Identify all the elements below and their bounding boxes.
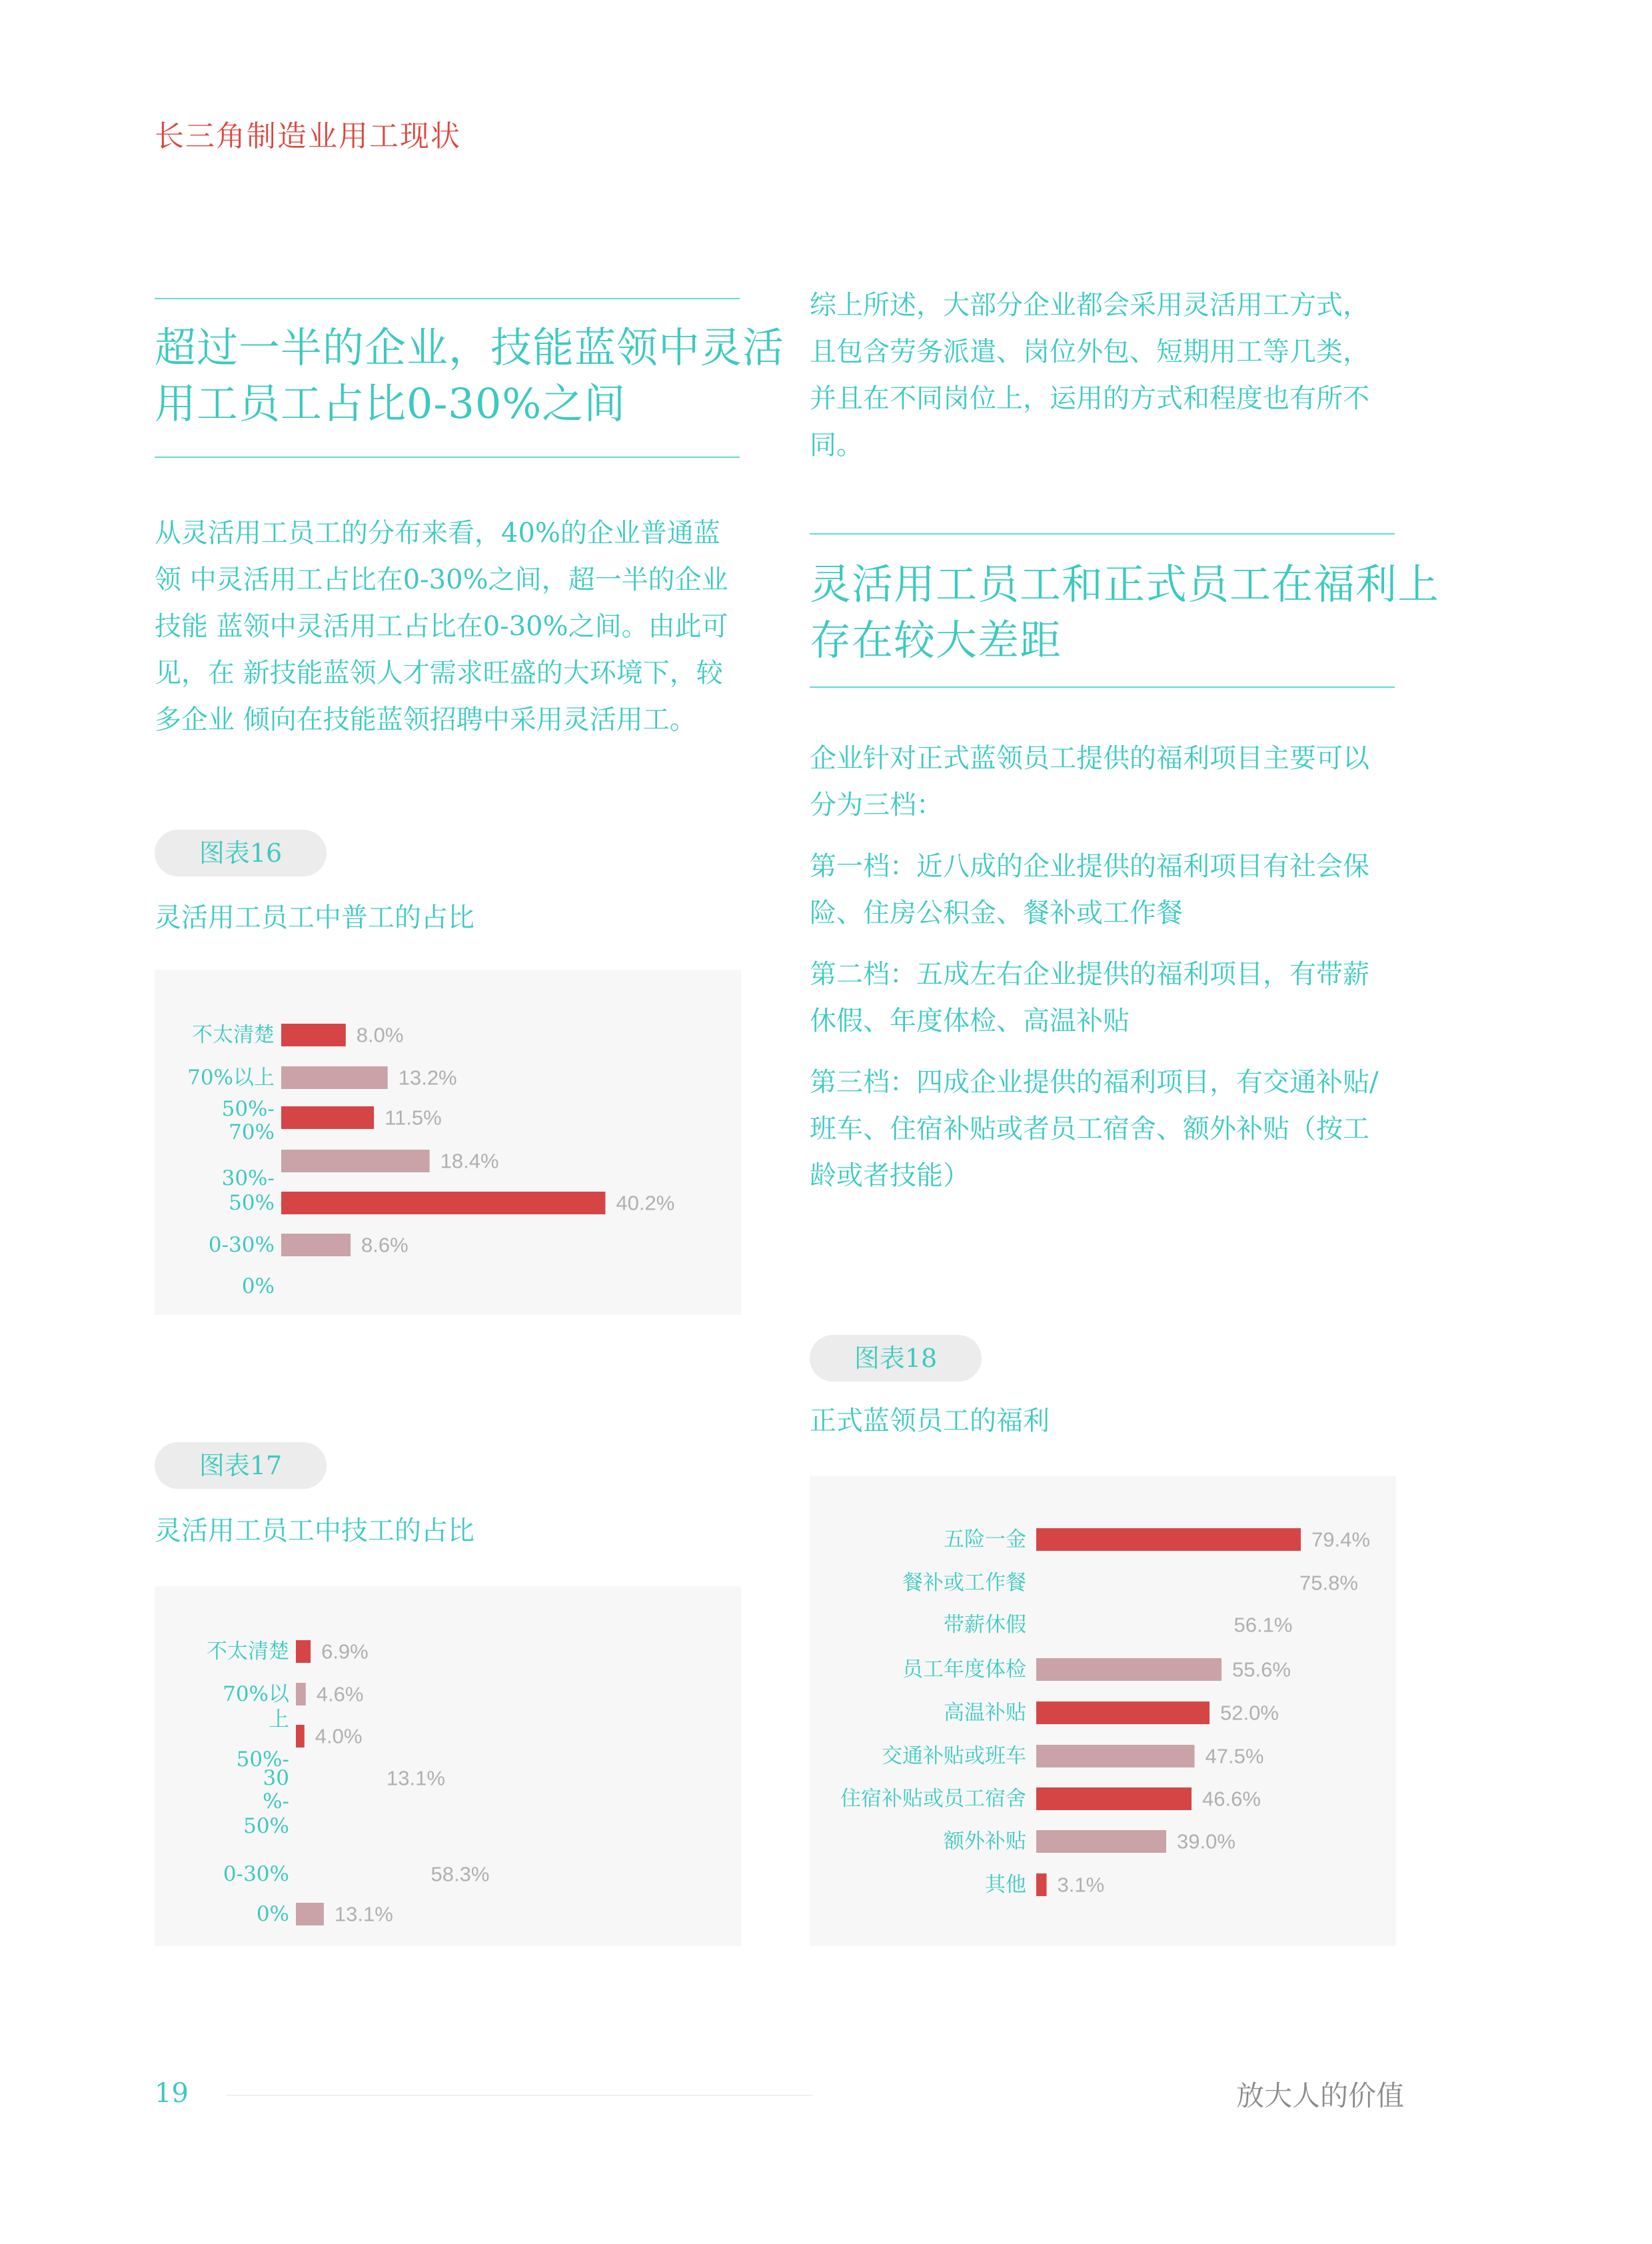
- paragraph-line: 休假、年度体检、高温补贴: [810, 1006, 1130, 1036]
- paragraph-line: 见，在 新技能蓝领人才需求旺盛的大环境下，较: [155, 658, 723, 688]
- value-label: 18.4%: [440, 1149, 499, 1173]
- paragraph-line: 同。: [810, 430, 863, 461]
- category-label: 50%-: [236, 1747, 289, 1771]
- bar-chart-fig18: [810, 1476, 1396, 1946]
- category-label: 交通补贴或班车: [882, 1744, 1026, 1768]
- paragraph-line: 第二档：五成左右企业提供的福利项目，有带薪: [810, 959, 1369, 990]
- bar: [1036, 1701, 1210, 1724]
- category-label: 50%: [243, 1814, 289, 1838]
- category-label: 50%: [229, 1191, 275, 1215]
- bar: [1036, 1873, 1047, 1896]
- category-label: 上: [269, 1707, 289, 1731]
- paragraph-line: 并且在不同岗位上，运用的方式和程度也有所不: [810, 383, 1369, 414]
- bar: [1036, 1528, 1301, 1551]
- value-label: 46.6%: [1202, 1787, 1261, 1811]
- category-label: 餐补或工作餐: [902, 1571, 1026, 1595]
- category-label: 0-30%: [208, 1233, 275, 1257]
- value-label: 8.6%: [361, 1233, 409, 1257]
- summary-paragraph: [810, 282, 1423, 469]
- paragraph: [810, 951, 1423, 1044]
- chart-svg: [155, 970, 741, 1315]
- paragraph-line: 险、住房公积金、餐补或工作餐: [810, 898, 1183, 928]
- benefits-text: [810, 735, 1423, 1214]
- bar: [281, 1192, 605, 1214]
- value-label: 58.3%: [430, 1862, 490, 1886]
- category-label: 70%以上: [187, 1066, 275, 1090]
- heading-line: 用工员工占比0-30%之间: [155, 379, 626, 428]
- category-label: 70%以: [223, 1682, 289, 1706]
- paragraph: [810, 1059, 1423, 1199]
- bar: [296, 1683, 306, 1705]
- category-label: 住宿补贴或员工宿舍: [840, 1787, 1026, 1811]
- chart-svg: [810, 1476, 1396, 1946]
- section-divider-bottom: [155, 457, 740, 458]
- paragraph: [810, 843, 1423, 936]
- paragraph-line: 领 中灵活用工占比在0-30%之间，超一半的企业: [155, 564, 728, 595]
- paragraph-line: 多企业 倾向在技能蓝领招聘中采用灵活用工。: [155, 704, 696, 735]
- value-label: 79.4%: [1311, 1528, 1370, 1552]
- value-label: 11.5%: [385, 1106, 442, 1130]
- heading-line: 灵活用工员工和正式员工在福利上: [810, 560, 1440, 608]
- bar: [296, 1725, 305, 1747]
- heading-line: 超过一半的企业，技能蓝领中灵活: [155, 323, 785, 372]
- paragraph-line: 分为三档：: [810, 790, 943, 820]
- paragraph-line: 企业针对正式蓝领员工提供的福利项目主要可以: [810, 743, 1369, 774]
- paragraph-line: 班车、住宿补贴或者员工宿舍、额外补贴（按工: [810, 1114, 1369, 1144]
- figure-label-badge: 图表18: [810, 1335, 982, 1382]
- value-label: 8.0%: [356, 1023, 404, 1047]
- category-label: 五险一金: [944, 1528, 1026, 1552]
- category-label: 员工年度体检: [902, 1658, 1026, 1682]
- value-label: 40.2%: [616, 1191, 675, 1215]
- category-label: 不太清楚: [192, 1023, 275, 1047]
- category-label: %-: [263, 1789, 289, 1813]
- heading-line: 存在较大差距: [810, 616, 1062, 664]
- bar: [281, 1150, 430, 1172]
- footer-slogan: 放大人的价值: [1236, 2079, 1405, 2112]
- paragraph-line: 技能 蓝领中灵活用工占比在0-30%之间。由此可: [155, 611, 728, 642]
- category-label: 0-30%: [223, 1862, 289, 1886]
- section-divider-top: [155, 298, 740, 299]
- paragraph-line: 第三档：四成企业提供的福利项目，有交通补贴/: [810, 1067, 1379, 1098]
- footer-divider: [227, 2095, 813, 2096]
- category-label: 70%: [229, 1120, 275, 1144]
- category-label: 30: [263, 1766, 289, 1790]
- bar-chart-fig17: [155, 1586, 741, 1946]
- paragraph-line: 龄或者技能）: [810, 1160, 970, 1191]
- value-label: 13.1%: [387, 1766, 445, 1790]
- bar: [281, 1106, 374, 1129]
- bar-chart-fig16: [155, 970, 741, 1315]
- figure-caption: 灵活用工员工中普工的占比: [155, 902, 474, 933]
- running-header-title: 长三角制造业用工现状: [155, 119, 461, 153]
- bar: [1036, 1787, 1192, 1810]
- bar: [1036, 1830, 1166, 1853]
- category-label: 不太清楚: [207, 1640, 289, 1664]
- paragraph-line: 且包含劳务派遣、岗位外包、短期用工等几类，: [810, 337, 1369, 367]
- paragraph-line: 第一档：近八成的企业提供的福利项目有社会保: [810, 851, 1369, 882]
- page-number: 19: [155, 2078, 189, 2109]
- category-label: 带薪休假: [944, 1613, 1026, 1637]
- figure-label-badge: 图表17: [155, 1442, 327, 1489]
- bar: [281, 1066, 388, 1089]
- category-label: 0%: [241, 1274, 275, 1298]
- value-label: 75.8%: [1299, 1571, 1358, 1595]
- value-label: 4.6%: [316, 1682, 364, 1706]
- value-label: 6.9%: [321, 1640, 369, 1664]
- section-heading: [155, 320, 784, 432]
- figure-label-badge: 图表16: [155, 830, 327, 876]
- section-divider-top: [810, 533, 1395, 535]
- bar: [296, 1903, 324, 1925]
- figure-caption: 正式蓝领员工的福利: [810, 1406, 1050, 1436]
- value-label: 47.5%: [1205, 1744, 1264, 1768]
- category-label: 高温补贴: [944, 1701, 1026, 1725]
- chart-svg: [155, 1586, 741, 1946]
- category-label: 额外补贴: [944, 1829, 1026, 1853]
- value-label: 56.1%: [1234, 1613, 1293, 1637]
- section-heading: [810, 557, 1439, 668]
- bar: [296, 1640, 311, 1663]
- category-label: 其他: [985, 1873, 1026, 1897]
- value-label: 13.2%: [398, 1066, 457, 1090]
- bar: [281, 1234, 351, 1256]
- value-label: 55.6%: [1232, 1658, 1291, 1682]
- paragraph-line: 从灵活用工员工的分布来看，40%的企业普通蓝: [155, 518, 720, 549]
- category-label: 30%-: [221, 1166, 275, 1190]
- value-label: 3.1%: [1057, 1873, 1105, 1897]
- value-label: 52.0%: [1220, 1701, 1279, 1725]
- paragraph-line: 综上所述，大部分企业都会采用灵活用工方式，: [810, 290, 1369, 321]
- value-label: 13.1%: [334, 1902, 393, 1926]
- value-label: 39.0%: [1177, 1829, 1236, 1853]
- section-paragraph: [155, 510, 768, 743]
- paragraph: [810, 735, 1423, 828]
- figure-caption: 灵活用工员工中技工的占比: [155, 1516, 474, 1546]
- bar: [281, 1024, 346, 1046]
- category-label: 0%: [256, 1902, 289, 1926]
- bar: [1036, 1658, 1222, 1681]
- value-label: 4.0%: [315, 1724, 363, 1748]
- bar: [1036, 1745, 1195, 1767]
- category-label: 50%-: [221, 1097, 275, 1121]
- section-divider-bottom: [810, 686, 1395, 688]
